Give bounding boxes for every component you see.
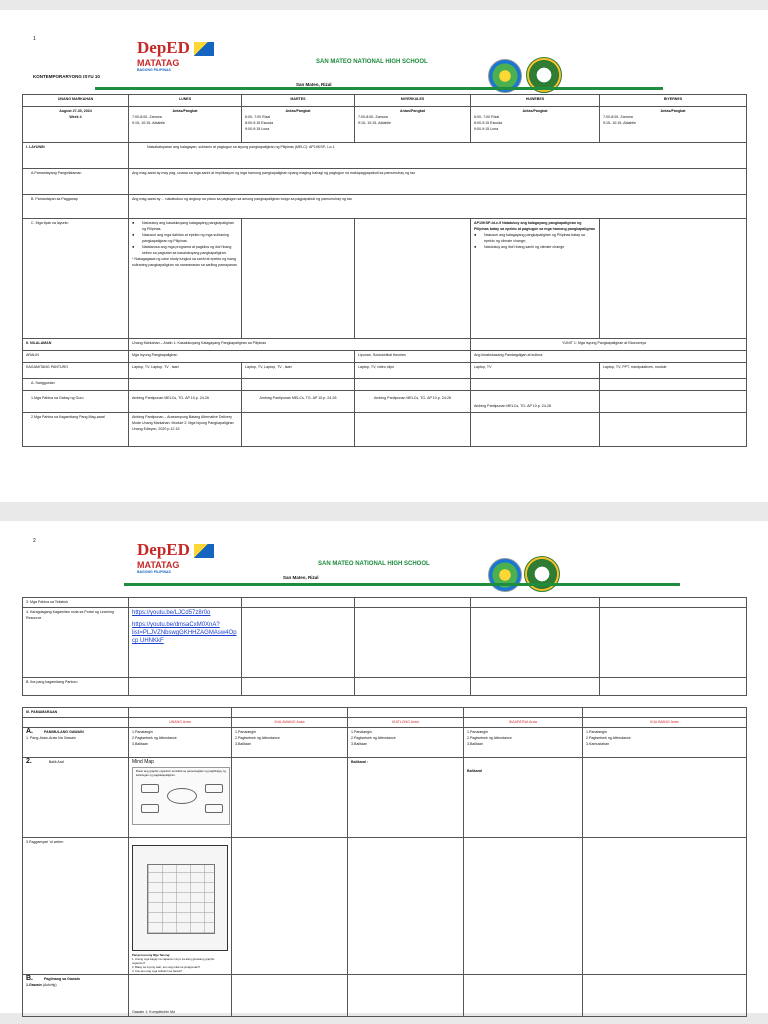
col-lunes: LUNES <box>129 95 242 107</box>
empty-cell <box>600 608 747 678</box>
paghahabi-row <box>23 838 747 975</box>
empty-cell <box>471 678 600 696</box>
worksheet-question: 2. Batay sa inyong tsart, ano ang lokal na pinagmulan? <box>132 965 201 969</box>
empty-cell <box>471 598 600 608</box>
routine-line: 3.Balitaan <box>235 742 251 746</box>
tiyak-na-layunin-label: C. Mga tiyak na layunin <box>23 219 129 339</box>
oras-label: Antas/Pangkat <box>400 109 425 113</box>
gabay-ng-guro-row <box>23 391 747 413</box>
empty-cell <box>242 608 355 678</box>
mind-map-node <box>205 784 223 793</box>
pamantayang-pangnilalaman-row <box>23 169 747 195</box>
pagganap-text: Ang mag-aaral ay ... nakabubuo ng angkop na plano sa pagtugon sa among pangkapaligiran tungo sa pagpapabuti ng pamumuhay ng tao <box>129 195 747 219</box>
balikaral-day-3 <box>348 758 464 838</box>
col-biyernes: BIYERNES <box>600 95 747 107</box>
aralin-miyerkules: Lipunan, Sosiolohikal theories <box>355 351 471 363</box>
week-dates: August 27-30, 2024 <box>59 109 92 113</box>
balikaral-day-4 <box>464 758 583 838</box>
schedule-biyernes <box>600 107 747 143</box>
ikatlong-araw: IKATLONG Araw <box>348 718 464 728</box>
mind-map-cell <box>129 758 232 838</box>
kagamitang-mag-lunes: Ambing Pantipunan – Araeampung Batang Alternative Delivery Mode Unang Markahan: Module 2: Mga Isyung Pangkapaligiran Unang Edisyon, 2020 p.12-15 <box>129 413 242 447</box>
school-address: San Mateo, Rizal <box>283 575 319 580</box>
mind-map-center-node <box>167 788 197 804</box>
schedule-line: 8:00-9:15 Escoda <box>245 121 274 125</box>
tiyak-na-layunin-row <box>23 219 747 339</box>
empty-cell <box>355 598 471 608</box>
routine-line: 1.Panalangin <box>467 730 488 734</box>
routine-line: 2.Pagtsetsek ng Attendance <box>132 736 177 740</box>
school-name: SAN MATEO NATIONAL HIGH SCHOOL <box>316 59 428 65</box>
teksbuk-row <box>23 598 747 608</box>
sanggunian-row <box>23 379 747 391</box>
header-divider <box>124 583 680 586</box>
routine-day-2 <box>232 728 348 758</box>
routine-line: 2.Pagtsetsek ng Attendance <box>351 736 396 740</box>
kagamitan-miyerkules: Laptop, TV, video clips <box>355 363 471 379</box>
matatag-logo-text: MATATAG <box>137 58 180 68</box>
sanggunian-label: A. Sanggunian <box>23 379 129 391</box>
portal-links <box>129 608 242 678</box>
section-subtitle: 1. Pang-Araw-Araw Na Gawain <box>26 736 76 740</box>
header-divider <box>95 87 663 90</box>
oras-label: Antas/Pangkat <box>172 109 198 113</box>
schedule-line: 9:15- 10:15- Aldabile <box>358 121 391 125</box>
gabay-label: 1.Mga Pahina sa Gabay ng Guro <box>23 391 129 413</box>
tiyak-lunes <box>129 219 242 339</box>
empty-cell <box>600 598 747 608</box>
empty-cell <box>348 838 464 975</box>
document-page-2 <box>0 521 768 1013</box>
section-letter: B. <box>26 975 33 982</box>
kagamitan-lunes: Laptop, TV, Laptop, TV , tsart <box>129 363 242 379</box>
kagamitan-biyernes: Laptop, TV, PPT, manipulatives, module <box>600 363 747 379</box>
nilalaman-yunit: YUNIT 1: Mga Isyung Pangkapaligiran at Ekonomiya <box>471 339 747 351</box>
bagong-pilipinas-text: BAGONG PILIPINAS <box>137 68 171 72</box>
empty-cell <box>129 678 242 696</box>
routine-day-5 <box>583 728 747 758</box>
routine-line: 3.Kamustahan <box>586 742 610 746</box>
araw-row <box>23 718 747 728</box>
empty-cell <box>464 838 583 975</box>
tiyak-huwebes <box>471 219 600 339</box>
layunin-label: I. LAYUNIN <box>23 143 129 169</box>
col-unang-markahan: UNANG MARKAHAN <box>23 95 129 107</box>
gawain-label-rest: (Activity) <box>41 983 57 987</box>
paglinang-row <box>23 975 747 1017</box>
schedule-martes <box>242 107 355 143</box>
routine-line: 2.Pagtsetsek ng Attendance <box>586 736 631 740</box>
gabay-lunes: Ambing Pantipunan MELCs, TG- AP 10.p. 24-26 <box>129 391 242 413</box>
aralin-huwebes: Ang kinabukasang Pandaigdigan at kultura <box>471 351 747 363</box>
empty-cell <box>471 413 600 447</box>
kagamitan-biyernes-extra: PPT, manipulatives, module <box>622 365 667 369</box>
list-item: ● Natutukoy ang kasalukuyang kalagayang pangkapaligiran ng Pilipinas. <box>132 220 238 232</box>
gawain-label: 1.Gawain <box>26 983 42 987</box>
list-item: ● Nasusuri ang mga dahilan at epekto ng mga suliraning pangkapaligiran ng Pilipinas. <box>132 232 238 244</box>
routine-line: 2.Pagtsetsek ng Attendance <box>235 736 280 740</box>
youtube-link-1[interactable]: https://youtu.be/LJCd57z8r0o <box>132 610 211 616</box>
aralin-lunes: Mga Isyung Pangkapaligiran <box>129 351 355 363</box>
portal-label: 4. Karagdagang Kagamitan mula sa Portal ng Learning Resource <box>23 608 129 678</box>
empty-cell <box>232 758 348 838</box>
page-number: 2 <box>33 538 36 544</box>
list-item: ● Natatarosa ang mga programa at pagkilos ng iba't ibang sektor sa pagtutan sa kasalukuyang pangkapaligiran. <box>132 244 238 256</box>
empty-cell <box>355 413 471 447</box>
portal-row <box>23 608 747 678</box>
schedule-line: 9:00-9:15 Luna <box>245 127 270 131</box>
panimulang-gawain-label <box>23 728 129 758</box>
kagamitan-label: KAGAMITANG PANTURO <box>23 363 129 379</box>
empty-cell <box>232 838 348 975</box>
schedule-lunes <box>129 107 242 143</box>
kagamitan-huwebes: Laptop, TV <box>471 363 600 379</box>
empty-cell <box>464 708 583 718</box>
routine-line: 3.Balitaan <box>467 742 483 746</box>
resources-table <box>22 597 747 696</box>
schedule-line: 9:15- 10:15- Aldabile <box>132 121 165 125</box>
empty-cell <box>600 379 747 391</box>
section-letter: A. <box>26 728 33 735</box>
paglinang-label <box>23 975 129 1017</box>
ikaapat-na-araw: IKAAPATNA Araw <box>464 718 583 728</box>
schedule-line: 7:00-8:00- Zamora <box>358 115 388 119</box>
week-number: Week 4 <box>69 115 82 119</box>
empty-cell <box>232 975 348 1017</box>
empty-cell <box>242 678 355 696</box>
col-miyerkules: MIYERKULES <box>355 95 471 107</box>
col-huwebes: HUWEBES <box>471 95 600 107</box>
ikalimang-araw: IKALIMANG Araw <box>583 718 747 728</box>
aralin-row <box>23 351 747 363</box>
iba-pang-kagamitan-row <box>23 678 747 696</box>
routine-line: 2.Pagtsetsek ng Attendance <box>467 736 512 740</box>
schedule-miyerkules <box>355 107 471 143</box>
empty-cell <box>348 975 464 1017</box>
kagamitang-mag-label: 2.Mga Pahina sa Kagamitang Pang Mag-aaral <box>23 413 129 447</box>
empty-cell <box>355 379 471 391</box>
worksheet-question: 3. Ano-ano ang mga suliranin sa bansa? <box>132 969 183 973</box>
worksheet-question: 1. Anong mga bagay na napansin ninyo sa ating ginawang graphic organizer? <box>132 957 215 965</box>
oras-label: Antas/Pangkat <box>522 109 548 113</box>
kagamitang-mag-aaral-row <box>23 413 747 447</box>
oras-label: Antas/Pangkat <box>285 109 311 113</box>
gabay-huwebes: Ambing Pantipunan MELCs, TG- AP 10.p. 24-26 <box>471 391 600 413</box>
kagamitang-panturo-row <box>23 363 747 379</box>
pamamaraan-label: III. PAMAMARAAN <box>23 708 129 718</box>
tiyak-miyerkules: . <box>355 219 471 339</box>
empty-cell <box>129 379 242 391</box>
empty-cell <box>355 678 471 696</box>
schedule-line: 6:00- 7:00 Rizal <box>474 115 500 119</box>
pamamaraan-header-row <box>23 708 747 718</box>
routine-day-4 <box>464 728 583 758</box>
panimulang-gawain-row <box>23 728 747 758</box>
routine-line: 1.Panalangin <box>586 730 607 734</box>
mind-map-node <box>141 784 159 793</box>
empty-cell <box>232 708 348 718</box>
nilalaman-row <box>23 339 747 351</box>
empty-cell <box>242 598 355 608</box>
page-number: 1 <box>33 36 36 42</box>
empty-cell <box>23 718 129 728</box>
mind-map-title: Mind Map <box>132 759 154 765</box>
section-title: Paglinang sa Gawain <box>44 977 80 981</box>
empty-cell <box>355 608 471 678</box>
gabay-martes: Ambing Pantipunan MELCs, TG- AP 10.p. 24-26 <box>242 391 355 413</box>
matatag-logo-text: MATATAG <box>137 560 180 570</box>
schedule-line: 9:15- 10:15- Aldabile <box>603 121 636 125</box>
mind-map-diagram <box>132 767 230 825</box>
empty-cell <box>471 379 600 391</box>
youtube-link-2[interactable]: https://youtu.be/dmsaCxM0XnA?list=PLJVZNbswgGKHHZAGMAsw4Opcp UHNKkF <box>132 622 237 644</box>
teksbuk-label: 3. Mga Pahina sa Teksbuk <box>23 598 129 608</box>
layunin-text: Naisakatuparan ang kalagayan, suliranin at pagtugon sa isyung pangkapaligiran ng Pilipinas (MELC): AP10KSP- I-ɑ-1 <box>129 143 747 169</box>
worksheet-cell <box>129 838 232 975</box>
empty-cell <box>129 708 232 718</box>
empty-cell <box>583 758 747 838</box>
balikaral-label: Balikaral <box>467 769 482 773</box>
balik-aral-label <box>23 758 129 838</box>
empty-cell <box>583 975 747 1017</box>
empty-cell <box>242 413 355 447</box>
pamamaraan-table <box>22 707 747 1017</box>
bagong-pilipinas-text: BAGONG PILIPINAS <box>137 570 171 574</box>
empty-cell <box>600 391 747 413</box>
empty-cell <box>600 413 747 447</box>
tiyak-biyernes <box>600 219 747 339</box>
deped-matatag-logo <box>137 40 243 72</box>
item-number: 2. <box>26 758 32 765</box>
empty-cell <box>583 708 747 718</box>
iba-pang-kagamitan-label: B. Iba pang kagamitang Panturo <box>23 678 129 696</box>
pagganap-label: B. Pamantayan sa Pagganap <box>23 195 129 219</box>
pangnilalaman-label: A.Pamantayang Pangnilalaman <box>23 169 129 195</box>
routine-line: 3.Balitaan <box>132 742 148 746</box>
oras-label: Antas/Pangkat <box>660 109 686 113</box>
schedule-line: 6:00- 7:00 Rizal <box>245 115 271 119</box>
worksheet-grid <box>147 864 215 934</box>
tiyak-martes <box>242 219 355 339</box>
schedule-line: 7:00-8:00- Zamora <box>603 115 633 119</box>
week-cell <box>23 107 129 143</box>
col-martes: MARTES <box>242 95 355 107</box>
balik-aral-row <box>23 758 747 838</box>
empty-cell <box>600 678 747 696</box>
school-name: SAN MATEO NATIONAL HIGH SCHOOL <box>318 561 430 567</box>
empty-cell <box>464 975 583 1017</box>
document-page-1 <box>0 10 768 502</box>
routine-line: 3.Balitaan <box>351 742 367 746</box>
deped-logo-text: DepED <box>137 40 214 56</box>
aralin-label: ARALIN <box>23 351 129 363</box>
worksheet-caption: Pamprosesong Mga Tanong: <box>132 953 171 957</box>
schedule-huwebes <box>471 107 600 143</box>
empty-cell <box>129 598 242 608</box>
schedule-row <box>23 107 747 143</box>
routine-line: 1.Panalangin <box>351 730 372 734</box>
unang-araw: UNANG Araw <box>129 718 232 728</box>
gabay-miyerkules: Ambing Pantipunan MELCs, TG- AP 10.p. 24-26 <box>355 391 471 413</box>
melc-code: AP10KSP-Id-e-9 Natatukoy ang kalagayang pangkapaligiran ng Pilipinas batay sa epekto at pagtugon sa mga hamong pangkapaligiran <box>474 221 596 231</box>
empty-cell <box>348 708 464 718</box>
routine-line: 1.Panalangin <box>132 730 153 734</box>
list-item: ● Nasusuri ang kalagayang pangkapaligiran ng Pilipinas batay sa epekto ng climate change; <box>474 232 596 244</box>
section-title: PANIMULANG GAWAIN <box>44 730 84 734</box>
schedule-line: 9:00-9:15 Luna <box>474 127 499 131</box>
mind-map-node <box>205 804 223 813</box>
school-address: San Mateo, Rizal <box>296 82 332 87</box>
routine-day-3 <box>348 728 464 758</box>
dll-table-page-1 <box>22 94 747 447</box>
pamantayan-pagganap-row <box>23 195 747 219</box>
kagamitan-biyernes-main: Laptop, TV <box>603 365 621 369</box>
paghahabi-label: 3.Paggamyari ‘ol weten <box>23 838 129 975</box>
deped-logo-text: DepED <box>137 542 214 558</box>
kagamitan-martes: Laptop, TV, Laptop, TV , tsart <box>242 363 355 379</box>
schedule-line: 8:00-9:15 Escoda <box>474 121 503 125</box>
nilalaman-text: Unang Markahan – Aralin 1: Kasalukuyang Kalagayang Pangkapaligiran sa Pilipinas <box>129 339 471 351</box>
worksheet-thumbnail <box>132 845 228 951</box>
routine-day-1 <box>129 728 232 758</box>
empty-cell <box>242 379 355 391</box>
ikalawang-araw: IKALAWANG Araw <box>232 718 348 728</box>
gawain-1-cell: Gawain 1: Kumpletuhin Mo <box>129 975 232 1017</box>
table-header-row <box>23 95 747 107</box>
pangnilalaman-text: Ang mag-aaral ay may pag- unawa sa mga sanhi at implikasyon ng mga hamong pangkapaligiran upang maging bahagi ng pagtugon na makapagpapabuti sa pamumuhay ng tao <box>129 169 747 195</box>
empty-cell <box>583 838 747 975</box>
mind-map-node <box>141 804 159 813</box>
case-study-note: * Nakagagawa ng case study tungkol sa sanhi at epekto ng isang suliraning pangkapaligiran na nararanasan sa sariling pamayanan <box>132 257 237 267</box>
balikaral-label: Balikaral : <box>351 760 369 764</box>
item-label: Balik Aral <box>48 760 64 764</box>
subject-title: KONTEMPORARYONG ISYU 10 <box>33 74 100 79</box>
nilalaman-label: II. NILALAMAN <box>23 339 129 351</box>
list-item: ● Natutukoy ang iba't ibang sanhi ng climate change <box>474 244 596 250</box>
routine-line: 1.Panalangin <box>235 730 256 734</box>
layunin-row <box>23 143 747 169</box>
school-seal-icon <box>524 556 560 592</box>
empty-cell <box>471 608 600 678</box>
division-seal-icon <box>488 558 522 592</box>
schedule-line: 7:00-8:00- Zamora <box>132 115 162 119</box>
mind-map-caption: Buuin ang graphic organizer sa ibaba sa pamamagitan ng pagbibigay ng kahulugan ng pagkakapaligiran. <box>136 769 226 777</box>
deped-matatag-logo <box>137 542 243 574</box>
